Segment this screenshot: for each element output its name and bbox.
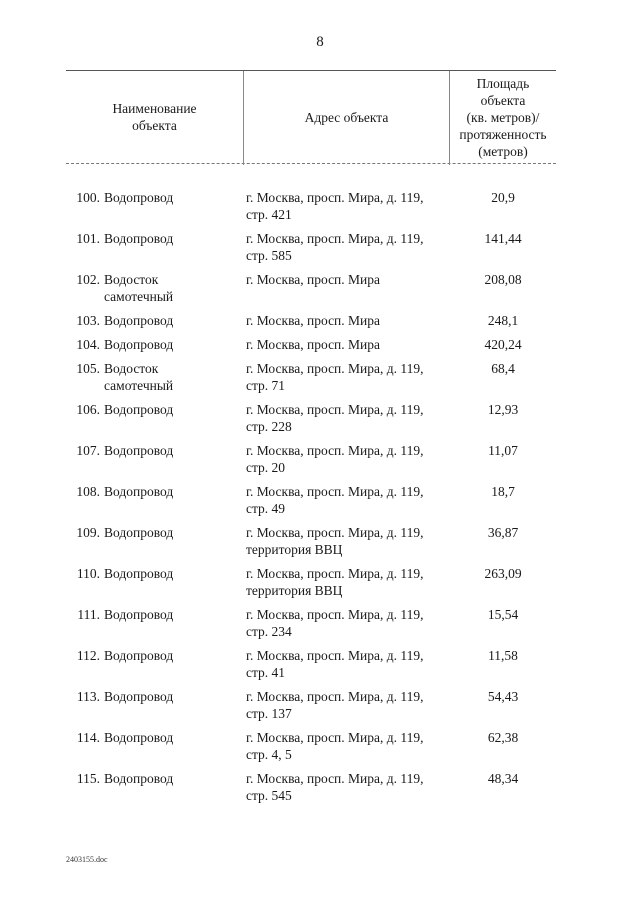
row-object-address: г. Москва, просп. Мира [246,272,381,287]
row-object-address: г. Москва, просп. Мира, д. 119, стр. 71 [246,361,424,393]
table-row [0,271,640,312]
table-row [0,606,640,647]
table-row [0,230,640,271]
table-row [0,565,640,606]
table-row [0,360,640,401]
row-number: 108. [76,484,100,499]
row-number: 106. [76,402,100,417]
row-number: 112. [76,648,100,663]
row-object-name: Водопровод [104,190,174,205]
row-number: 113. [76,689,100,704]
row-number: 101. [76,231,100,246]
page-number: 8 [316,34,324,50]
row-object-area: 68,4 [491,361,515,376]
row-object-address: г. Москва, просп. Мира, д. 119, стр. 137 [246,689,424,721]
row-number: 115. [76,771,100,786]
table-row [0,312,640,336]
row-object-address: г. Москва, просп. Мира, д. 119, стр. 20 [246,443,424,475]
table-row [0,688,640,729]
row-object-name: Водопровод [104,402,174,417]
header-area-label: Площадь объекта (кв. метров)/ протяженность (метров) [459,75,547,159]
row-object-address: г. Москва, просп. Мира, д. 119, стр. 585 [246,231,424,263]
row-object-name: Водопровод [104,337,174,352]
row-object-area: 141,44 [484,231,522,246]
row-object-name: Водосток самотечный [104,272,174,304]
row-object-address: г. Москва, просп. Мира, д. 119, стр. 41 [246,648,424,680]
row-object-address: г. Москва, просп. Мира [246,337,381,352]
table-header [66,70,556,164]
row-number: 107. [76,443,100,458]
row-object-area: 48,34 [487,771,519,786]
row-object-name: Водопровод [104,313,174,328]
row-object-name: Водопровод [104,730,174,745]
row-object-name: Водопровод [104,607,174,622]
row-object-area: 11,58 [488,648,518,663]
row-number: 104. [76,337,100,352]
table-row [0,442,640,483]
row-object-name: Водопровод [104,648,174,663]
row-object-area: 54,43 [487,689,519,704]
row-object-area: 36,87 [487,525,519,540]
row-object-address: г. Москва, просп. Мира, д. 119, стр. 4, 5 [246,730,424,762]
table-row [0,401,640,442]
table-row [0,647,640,688]
header-address-column [244,71,449,163]
row-object-area: 263,09 [484,566,522,581]
table-row [0,189,640,230]
row-object-name: Водопровод [104,484,174,499]
row-object-address: г. Москва, просп. Мира, д. 119, стр. 234 [246,607,424,639]
row-object-area: 62,38 [487,730,519,745]
row-object-address: г. Москва, просп. Мира, д. 119, территория ВВЦ [246,566,424,598]
header-name-column [66,71,243,163]
row-object-area: 11,07 [488,443,518,458]
header-name-label: Наименование объекта [112,101,197,133]
row-object-area: 15,54 [487,607,519,622]
row-object-area: 20,9 [491,190,515,205]
row-number: 114. [76,730,100,745]
row-object-address: г. Москва, просп. Мира, д. 119, стр. 421 [246,190,424,222]
row-number: 103. [76,313,100,328]
row-object-name: Водосток самотечный [104,361,174,393]
row-object-address: г. Москва, просп. Мира, д. 119, территория ВВЦ [246,525,424,557]
row-object-area: 18,7 [491,484,515,499]
row-number: 102. [76,272,100,287]
row-object-name: Водопровод [104,525,174,540]
row-object-name: Водопровод [104,443,174,458]
row-object-area: 420,24 [484,337,522,352]
table-row [0,483,640,524]
document-filename: 2403155.doc [66,855,108,864]
header-address-label: Адрес объекта [304,109,389,125]
row-object-name: Водопровод [104,689,174,704]
row-object-address: г. Москва, просп. Мира [246,313,381,328]
row-object-address: г. Москва, просп. Мира, д. 119, стр. 49 [246,484,424,516]
row-object-area: 248,1 [487,313,519,328]
row-object-name: Водопровод [104,566,174,581]
table-row [0,524,640,565]
table-body [0,189,640,811]
row-object-address: г. Москва, просп. Мира, д. 119, стр. 545 [246,771,424,803]
row-number: 105. [76,361,100,376]
row-number: 110. [76,566,100,581]
table-row [0,336,640,360]
row-object-address: г. Москва, просп. Мира, д. 119, стр. 228 [246,402,424,434]
table-row [0,770,640,811]
row-object-area: 12,93 [487,402,519,417]
row-object-name: Водопровод [104,231,174,246]
row-object-name: Водопровод [104,771,174,786]
row-object-area: 208,08 [484,272,522,287]
table-row [0,729,640,770]
row-number: 100. [76,190,100,205]
header-area-column [450,71,556,163]
row-number: 109. [76,525,100,540]
row-number: 111. [77,607,100,622]
